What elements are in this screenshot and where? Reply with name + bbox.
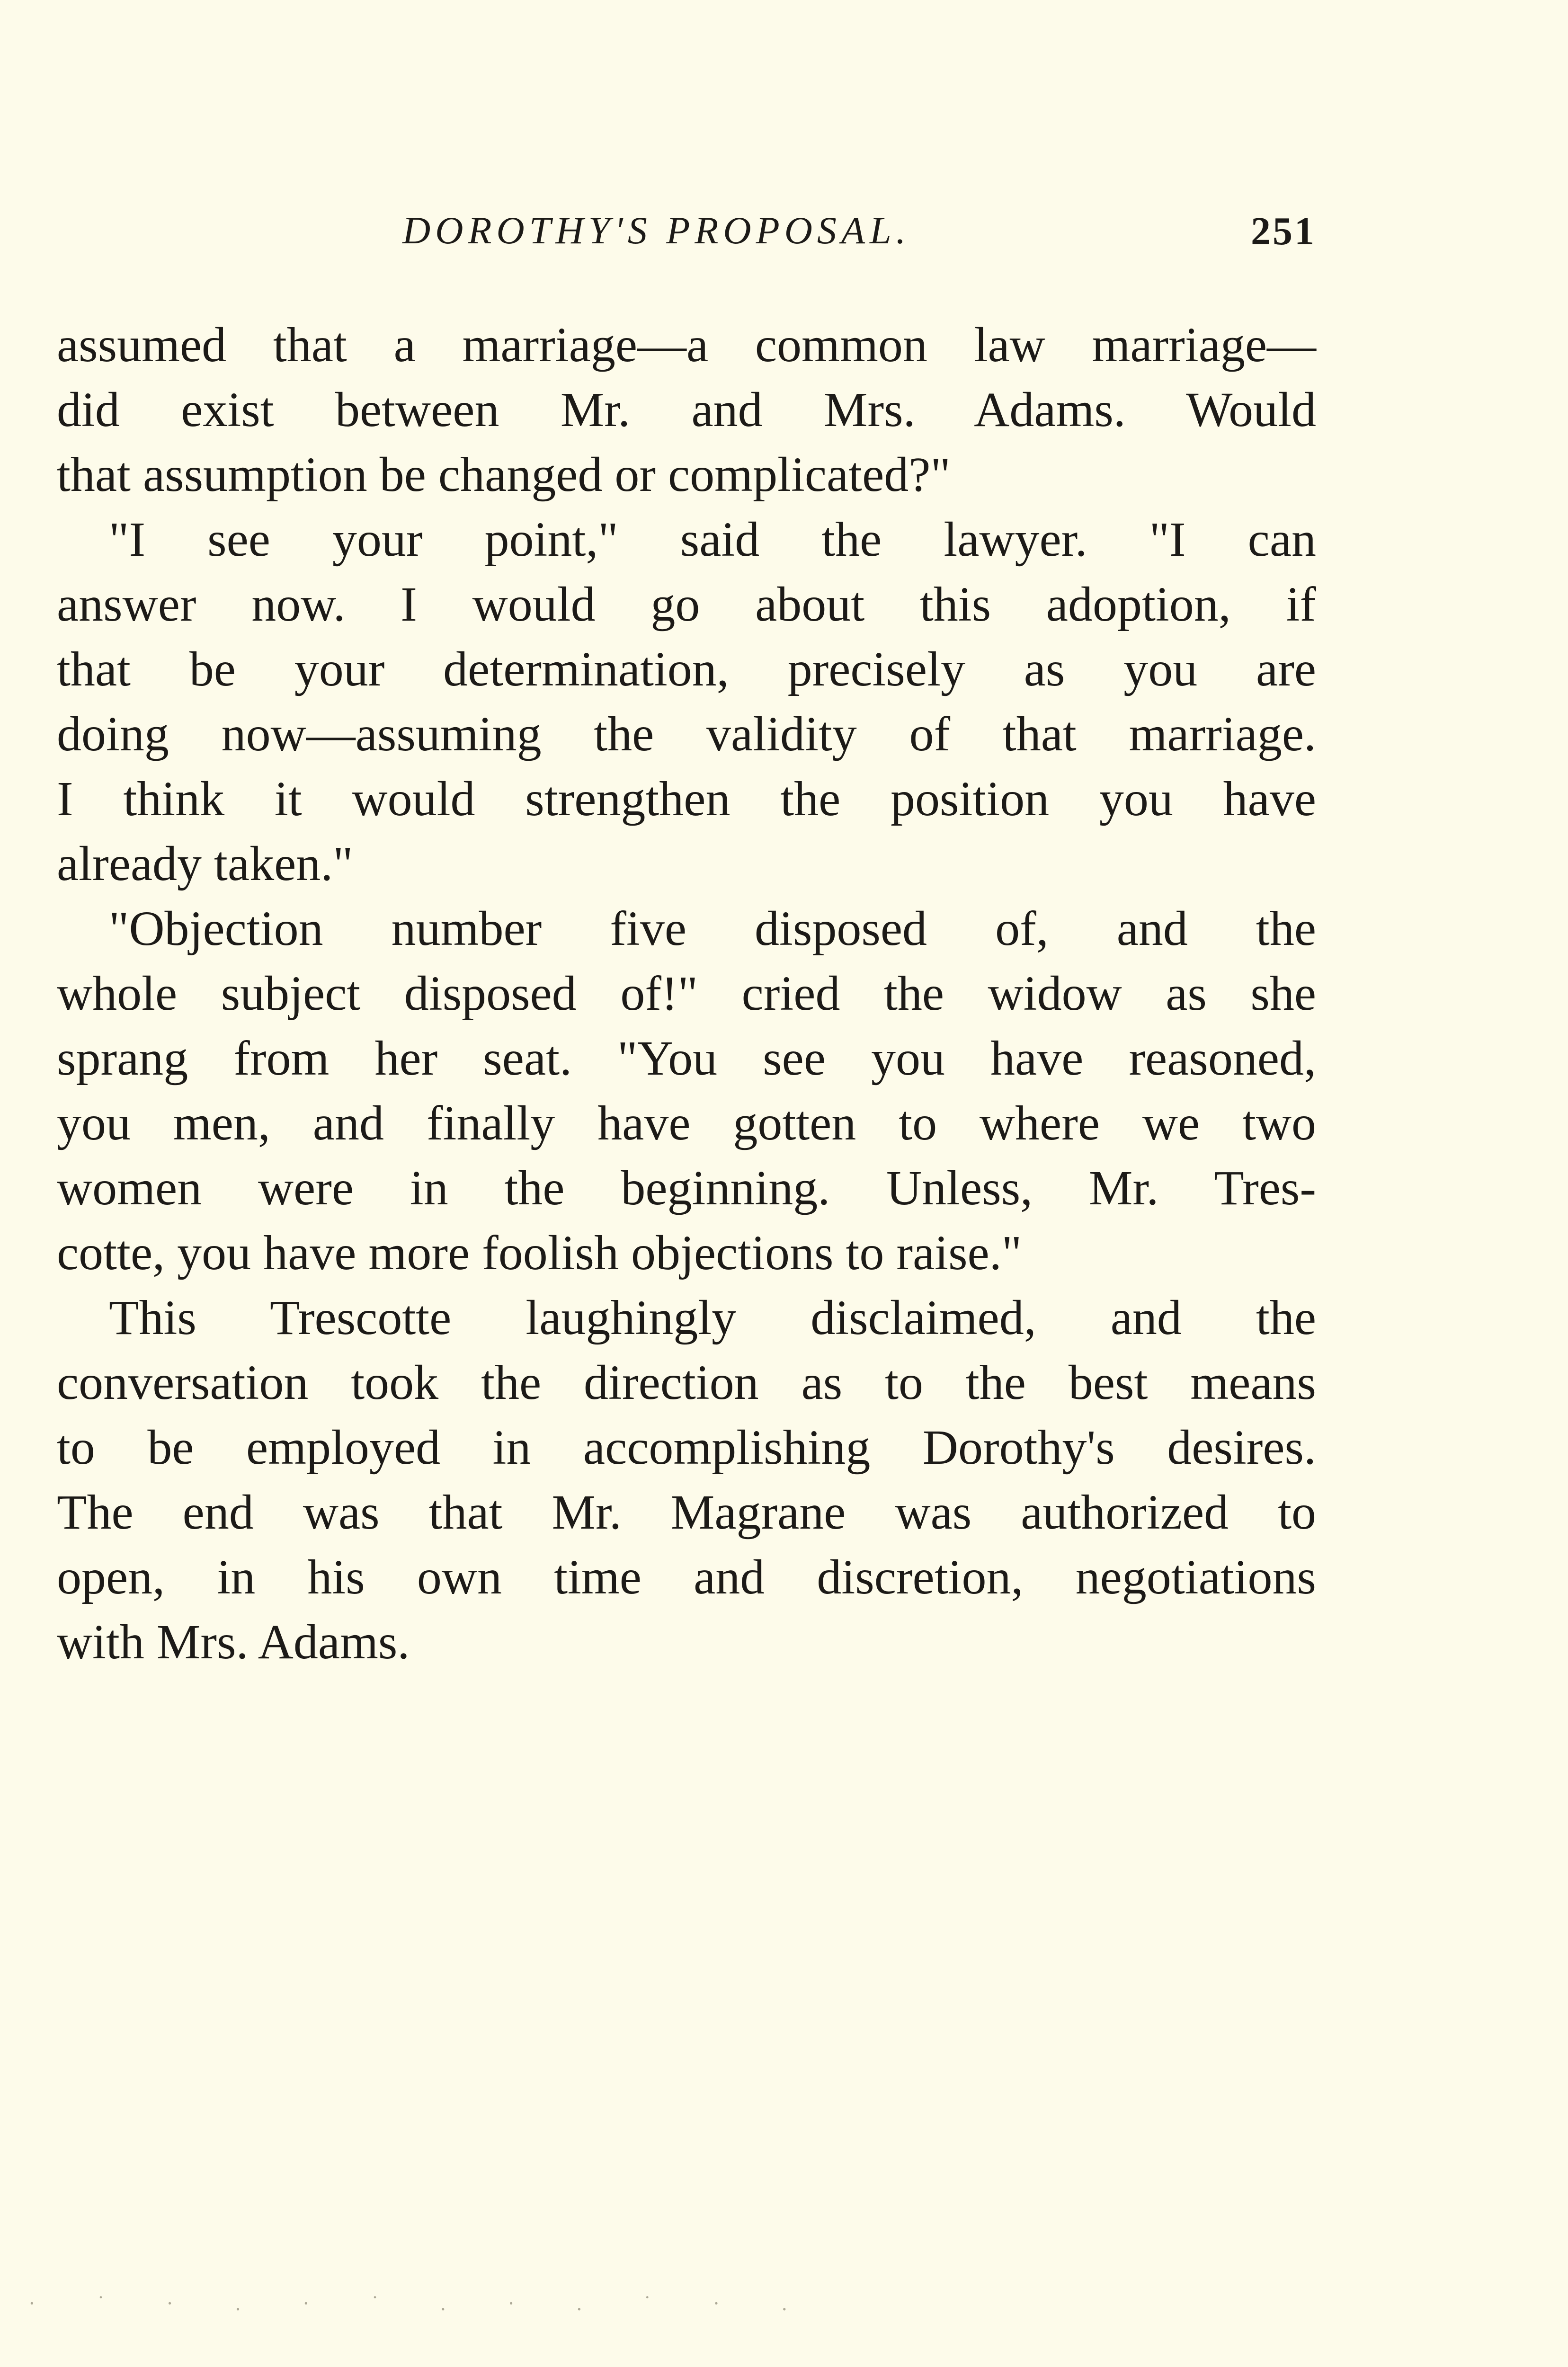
- text-line: cotte, you have more foolish objections to raise.": [57, 1226, 1022, 1280]
- text-line: "Objection number five disposed of, and the: [109, 901, 1316, 956]
- text-line: already taken.": [57, 836, 353, 891]
- text-line: did exist between Mr. and Mrs. Adams. Would: [57, 383, 1316, 437]
- text-line: you men, and finally have gotten to where we two: [57, 1096, 1316, 1150]
- text-line: women were in the beginning. Unless, Mr. Tres-: [57, 1161, 1316, 1215]
- text-line: I think it would strengthen the position you have: [57, 772, 1316, 826]
- body-text: [57, 312, 1316, 1674]
- text-line: The end was that Mr. Magrane was authorized to: [57, 1485, 1316, 1539]
- page-number: 251: [1251, 209, 1316, 253]
- text-line: doing now—assuming the validity of that marriage.: [57, 707, 1316, 761]
- text-line: to be employed in accomplishing Dorothy's desires.: [57, 1420, 1316, 1475]
- text-line: This Trescotte laughingly disclaimed, and the: [109, 1290, 1316, 1345]
- text-line: open, in his own time and discretion, negotiations: [57, 1550, 1316, 1604]
- text-line: whole subject disposed of!" cried the widow as she: [57, 966, 1316, 1021]
- text-line: sprang from her seat. "You see you have reasoned,: [57, 1031, 1316, 1086]
- running-title: DOROTHY'S PROPOSAL.: [402, 209, 911, 252]
- text-line: assumed that a marriage—a common law marriage—: [57, 318, 1316, 372]
- text-line: conversation took the direction as to the best means: [57, 1355, 1316, 1410]
- print-specks: · ˙ · . · ˙ . · . ˙ · .: [28, 2292, 816, 2315]
- running-head: [57, 204, 1316, 270]
- text-line: that be your determination, precisely as you are: [57, 642, 1316, 696]
- text-line: that assumption be changed or complicated?": [57, 447, 951, 502]
- text-line: with Mrs. Adams.: [57, 1615, 410, 1669]
- text-line: "I see your point," said the lawyer. "I can: [109, 512, 1316, 567]
- text-line: answer now. I would go about this adoption, if: [57, 577, 1316, 632]
